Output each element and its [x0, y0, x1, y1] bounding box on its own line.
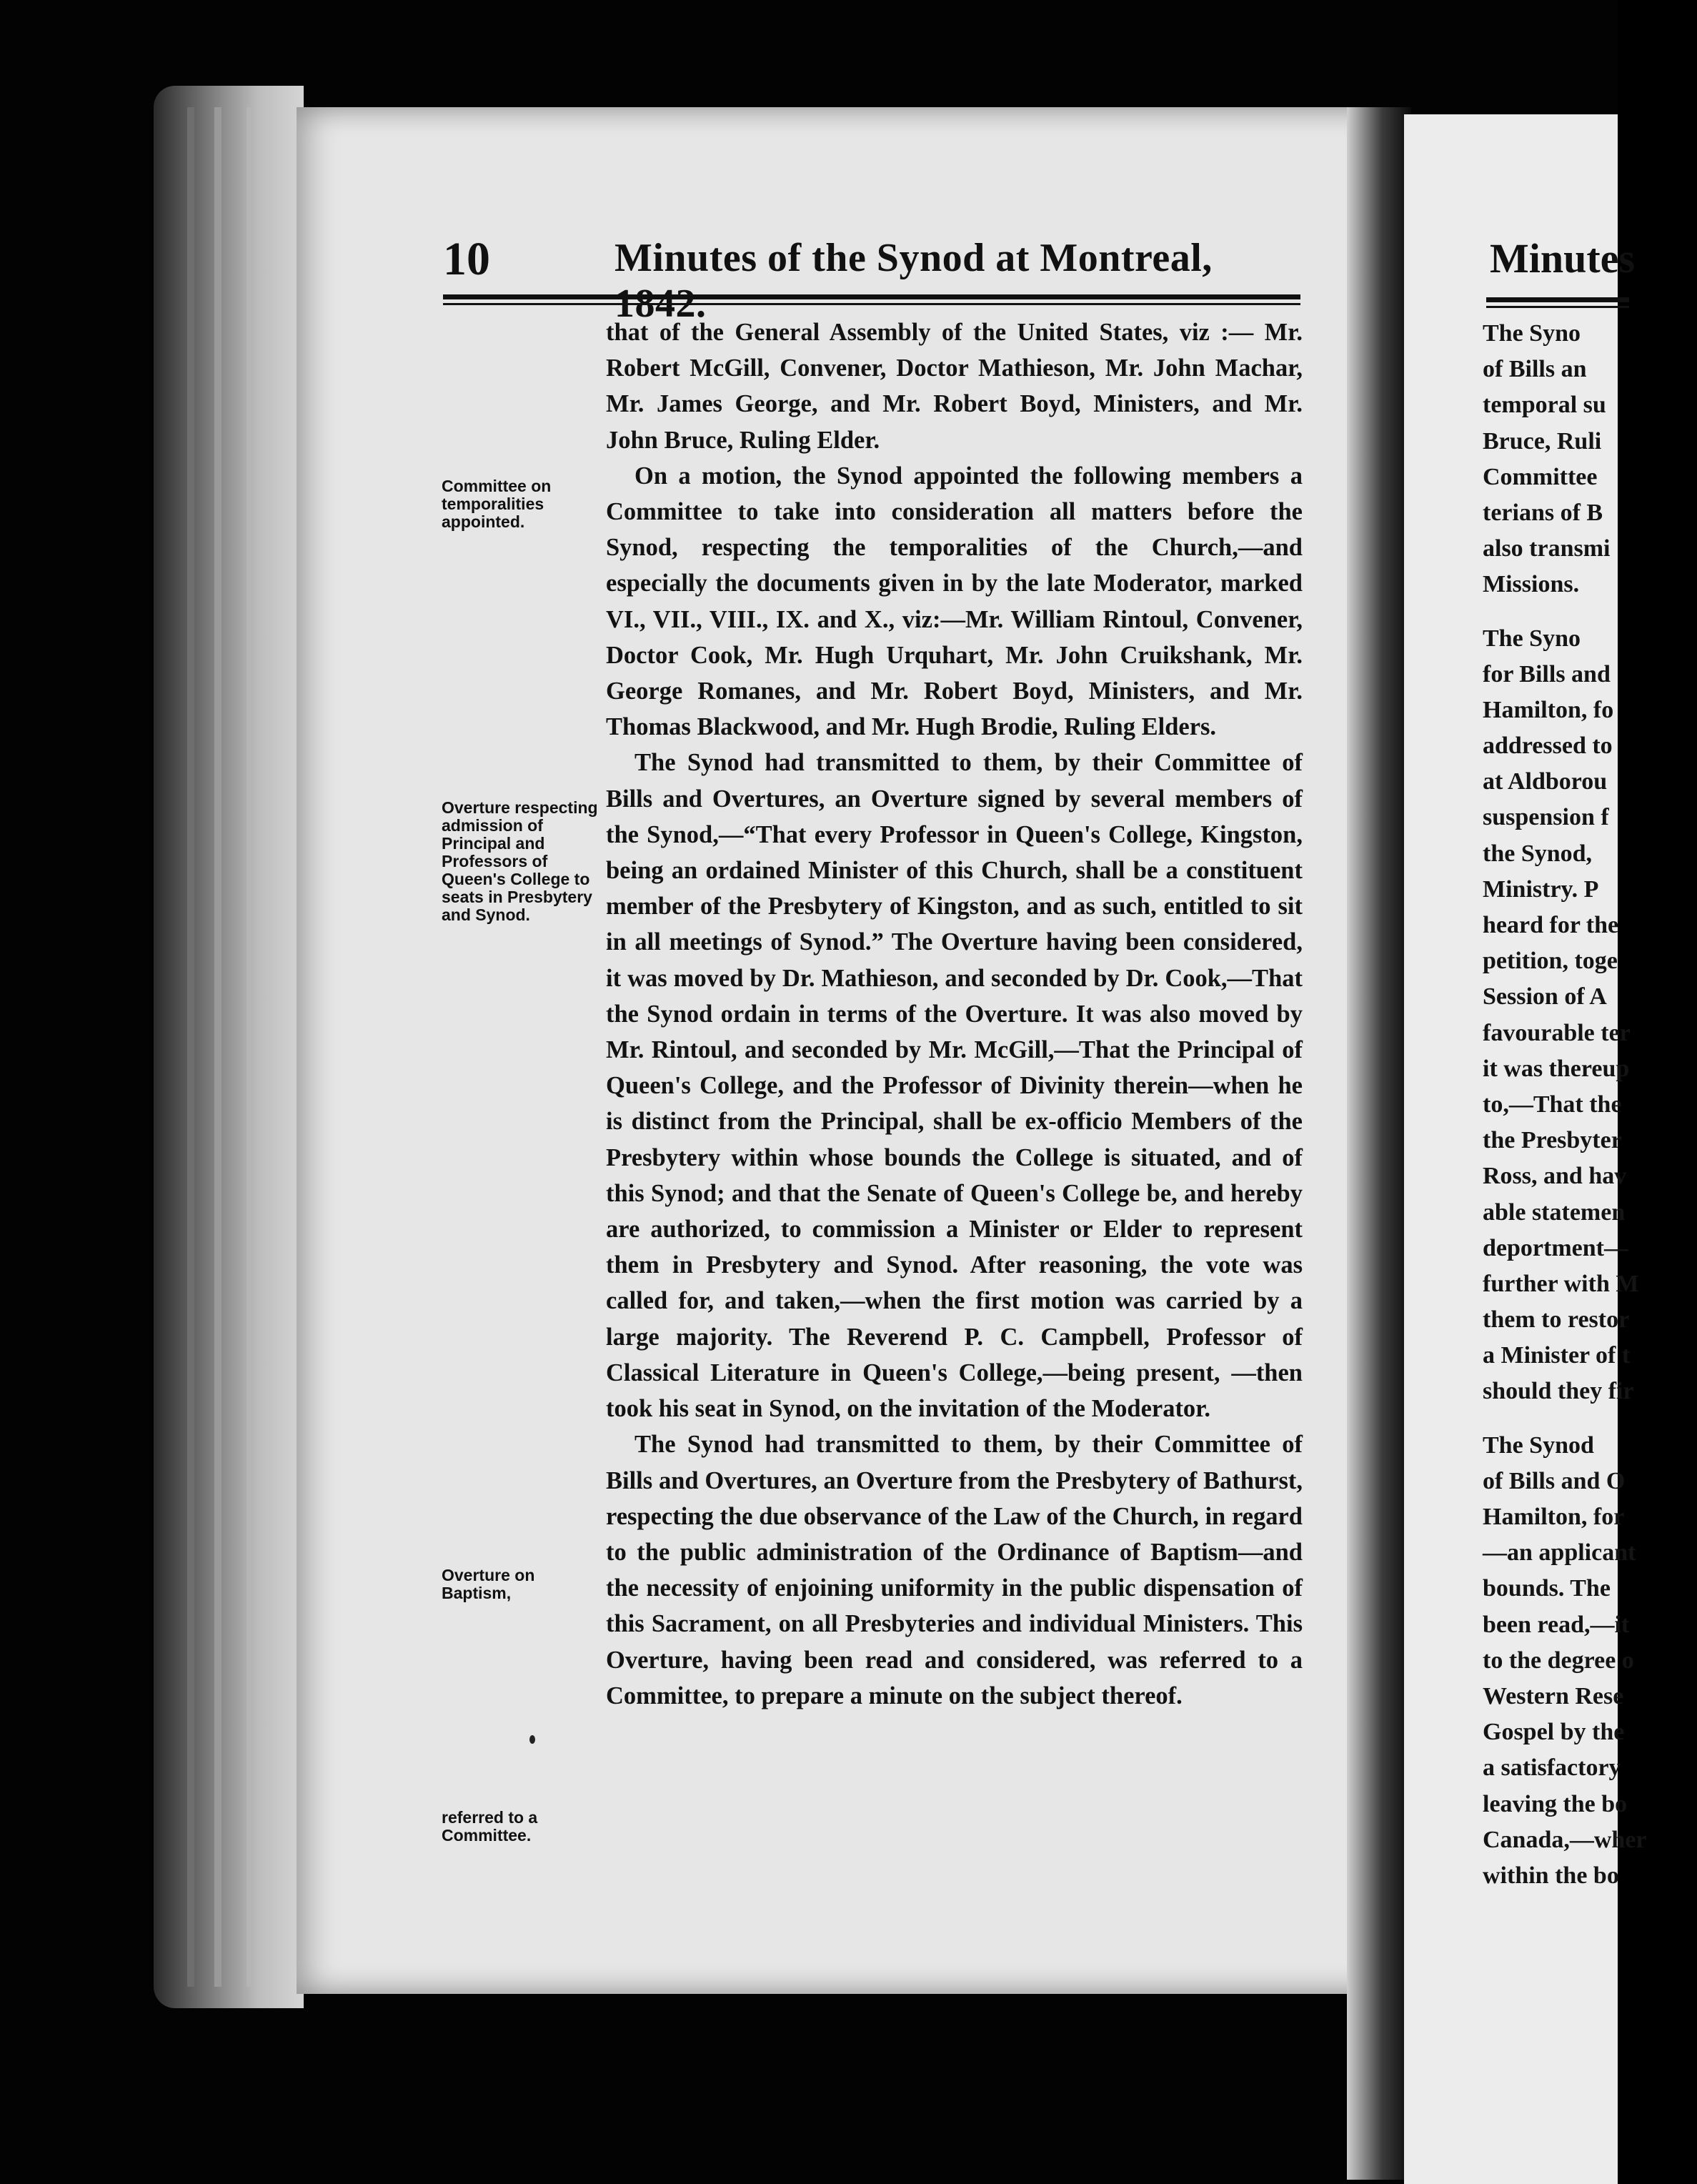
right-line: Hamilton, fo	[1483, 696, 1614, 723]
right-line: The Synod	[1483, 1431, 1594, 1459]
margin-note: referred to a Committee.	[442, 1808, 538, 1845]
right-line: favourable ter	[1483, 1019, 1631, 1046]
margin-note: Overture on Baptism,	[442, 1566, 535, 1602]
right-page-title: Minutes	[1490, 235, 1635, 282]
page-edge-strip	[187, 107, 194, 1987]
paragraph: that of the General Assembly of the United States, viz :— Mr. Robert McGill, Convener, Doctor Mathieson, Mr. John Machar, Mr. James George, and Mr. Robert Boyd, Ministers, and Mr. John Bruce, Ruling Elder.	[606, 319, 1303, 454]
right-line: within the bo	[1483, 1862, 1619, 1889]
right-line: The Syno	[1483, 625, 1581, 652]
header-rule	[443, 303, 1300, 305]
paragraph: On a motion, the Synod appointed the following members a Committee to take into consideration all matters before the Synod, respecting the temporalities of the Church,—and especially the documents given in by the late Moderator, marked VI., VII., VIII., IX. and X., viz:—Mr. William Rintoul, Convener, Doctor Cook, Mr. Hugh Urquhart, Mr. John Cruikshank, Mr. George Romanes, and Mr. Robert Boyd, Ministers, and Mr. Thomas Blackwood, and Mr. Hugh Brodie, Ruling Elders.	[606, 462, 1303, 741]
right-line: Canada,—wher	[1483, 1826, 1647, 1853]
right-line: of Bills an	[1483, 356, 1587, 383]
right-line: Bruce, Ruli	[1483, 427, 1602, 455]
right-line: them to restor	[1483, 1306, 1630, 1334]
paragraph: The Synod had transmitted to them, by their Committee of Bills and Overtures, an Overture from the Presbytery of Bathurst, respecting the due observance of the Law of the Church, in regard to the public administration of the Ordinance of Baptism—and the necessity of enjoining uniformity in the public dispensation of this Sacrament, on all Presbyteries and individual Ministers. This Overture, having been read and considered, was referred to a Committee, to prepare a minute on the subject thereof.	[606, 1431, 1303, 1709]
ink-dot	[529, 1735, 535, 1744]
margin-note: Overture respecting admission of Principal and Professors of Queen's College to seats in Presbytery and Synod.	[442, 798, 598, 924]
right-line: heard for the	[1483, 912, 1619, 938]
right-line: Committee	[1483, 463, 1598, 490]
right-header-rule	[1486, 306, 1629, 308]
right-line: temporal su	[1483, 392, 1606, 419]
right-gap	[1483, 1410, 1697, 1428]
right-line: been read,—it	[1483, 1611, 1630, 1638]
right-line: should they fir	[1483, 1378, 1634, 1405]
right-line: also transmi	[1483, 535, 1611, 562]
right-line: the Synod,	[1483, 840, 1593, 867]
header-rule	[443, 294, 1300, 299]
right-line: Hamilton, for	[1483, 1504, 1625, 1530]
right-line: Western Rese	[1483, 1682, 1624, 1709]
right-line: Ministry. P	[1483, 875, 1599, 903]
right-page	[1404, 114, 1647, 2184]
right-line: a Minister of t	[1483, 1342, 1631, 1369]
right-line: the Presbyter	[1483, 1127, 1622, 1154]
body-text	[606, 314, 1303, 1714]
right-line: Gospel by the	[1483, 1719, 1625, 1746]
right-line: to,—That the	[1483, 1091, 1622, 1118]
right-line: leaving the bo	[1483, 1790, 1628, 1817]
right-line: addressed to	[1483, 733, 1613, 760]
right-line: deportment—	[1483, 1234, 1628, 1261]
right-line: Ross, and hav	[1483, 1163, 1627, 1190]
right-line: suspension f	[1483, 804, 1609, 831]
right-line: terians of B	[1483, 499, 1603, 526]
right-line: a satisfactory	[1483, 1754, 1621, 1782]
margin-note: Committee on temporalities appointed.	[442, 477, 552, 531]
right-line: bounds. The	[1483, 1575, 1611, 1602]
right-line: Missions.	[1483, 571, 1580, 598]
right-line: for Bills and	[1483, 660, 1611, 688]
right-line: able statemen	[1483, 1198, 1626, 1226]
right-line: further with M	[1483, 1270, 1639, 1297]
right-line: petition, toge	[1483, 948, 1618, 975]
right-page-text	[1483, 316, 1697, 1894]
running-title: Minutes of the Synod at Montreal,	[614, 236, 1213, 280]
right-line: to the degree o	[1483, 1647, 1634, 1674]
page-header	[443, 232, 1300, 289]
book-gutter	[1347, 107, 1411, 2180]
right-line: it was thereup	[1483, 1055, 1630, 1082]
book-edge	[154, 86, 304, 2008]
page-edge-strip	[247, 107, 254, 1987]
right-line: —an applicant	[1483, 1539, 1636, 1567]
right-line: at Aldborou	[1483, 768, 1608, 795]
page-number: 10	[443, 233, 490, 285]
page-edge-strip	[214, 107, 222, 1987]
right-gap	[1483, 603, 1697, 621]
right-line: The Syno	[1483, 320, 1581, 347]
right-header-rule	[1486, 297, 1629, 302]
paragraph: The Synod had transmitted to them, by their Committee of Bills and Overtures, an Overture signed by several members of the Synod,—“That every Professor in Queen's College, Kingston, being an ordained Minister of this Church, shall be a constituent member of the Presbytery of Kingston, and as such, entitled to sit in all meetings of Synod.” The Overture having been considered, it was moved by Dr. Mathieson, and seconded by Dr. Cook,—That the Synod ordain in terms of the Overture. It was also moved by Mr. Rintoul, and seconded by Mr. McGill,—That the Principal of Queen's College, and the Professor of Divinity therein—when he is distinct from the Principal, shall be ex-officio Members of the Presbytery within whose bounds the College is situated, and of this Synod; and that the Senate of Queen's College be, and hereby are authorized, to commission a Minister or Elder to represent them in Presbytery and Synod. After reasoning, the vote was called for, and taken,—when the first motion was carried by a large majority. The Reverend P. C. Campbell, Professor of Classical Literature in Queen's College,—being present, —then took his seat in Synod, on the invitation of the Moderator.	[606, 749, 1303, 1423]
right-line: Session of A	[1483, 983, 1607, 1011]
right-line: of Bills and O	[1483, 1467, 1626, 1494]
